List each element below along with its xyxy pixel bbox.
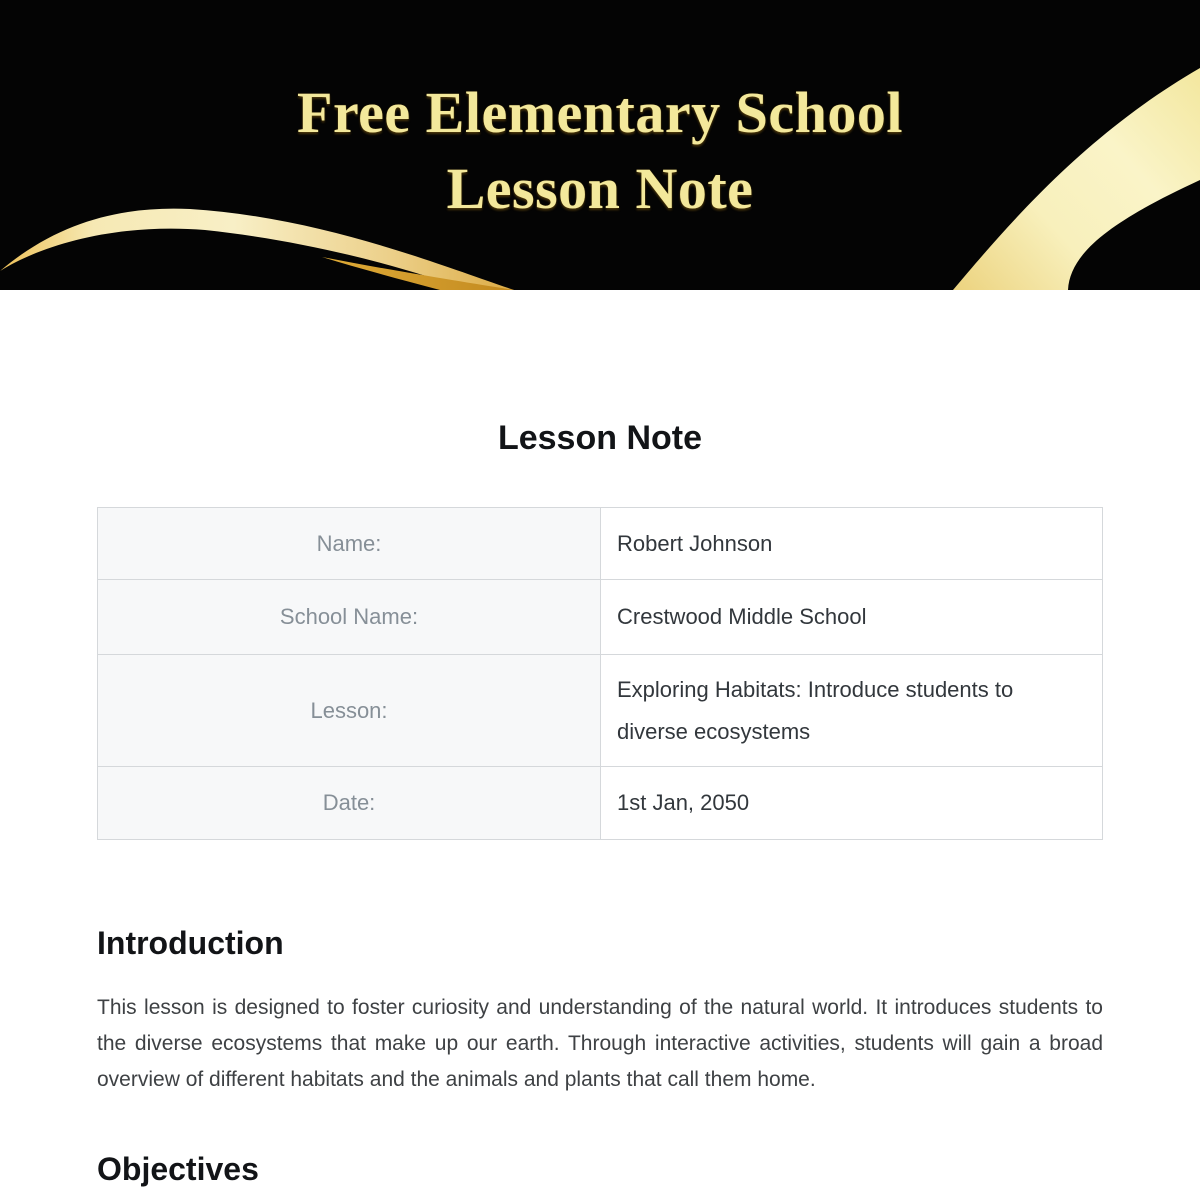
- row-label: Lesson:: [98, 655, 601, 767]
- row-value: Exploring Habitats: Introduce students to diverse ecosystems: [601, 655, 1103, 767]
- section-heading-objectives: Objectives: [97, 1151, 259, 1187]
- page-title: Lesson Note: [497, 419, 703, 457]
- row-label: Date:: [98, 767, 601, 840]
- section-heading-introduction: Introduction: [97, 925, 284, 961]
- table-row-lesson: [98, 655, 1103, 767]
- banner: [0, 0, 1200, 290]
- document-page: [0, 418, 1200, 1190]
- banner-title-line1: Free Elementary School: [297, 80, 903, 145]
- section-body-introduction: This lesson is designed to foster curiosity and understanding of the natural world. It introduces students to the diverse ecosystems that make up our earth. Through interactive activities, students will gain a broad overview of different habitats and the animals and plants that call them home.: [97, 996, 1103, 1091]
- table-row-name: [98, 508, 1103, 580]
- banner-title-line2: Lesson Note: [446, 156, 754, 221]
- banner-title: [0, 0, 1200, 290]
- row-value: Robert Johnson: [601, 508, 1103, 580]
- table-row-date: [98, 767, 1103, 840]
- row-value: Crestwood Middle School: [601, 580, 1103, 655]
- table-row-school-name: [98, 580, 1103, 655]
- lesson-info-table: [97, 507, 1103, 840]
- row-value: 1st Jan, 2050: [601, 767, 1103, 840]
- row-label: School Name:: [98, 580, 601, 655]
- row-label: Name:: [98, 508, 601, 580]
